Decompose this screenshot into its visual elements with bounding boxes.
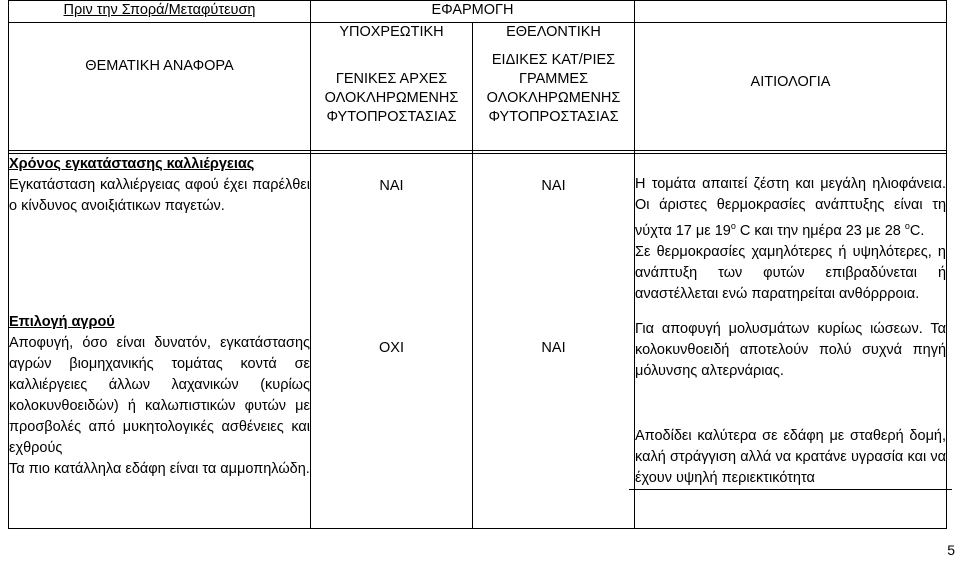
header-application xyxy=(311,1,635,23)
justification-column xyxy=(635,154,947,529)
header-before-text: Πριν την Σπορά/Μεταφύτευση xyxy=(63,2,256,18)
header-justification-text: ΑΙΤΙΟΛΟΓΙΑ xyxy=(750,74,831,90)
voluntary-column xyxy=(473,154,635,529)
row2-mandatory: ΟΧΙ xyxy=(379,340,404,356)
row1-mandatory: ΝΑΙ xyxy=(379,178,404,194)
row2-voluntary: ΝΑΙ xyxy=(541,340,566,356)
row2-justification: Για αποφυγή μολυσμάτων κυρίως ιώσεων. Τα κολοκυνθοειδή αποτελούν πολύ συχνά πηγή μόλυνσης αλτερνάριας. xyxy=(635,320,947,379)
header-thematic-text: ΘΕΜΑΤΙΚΗ ΑΝΑΦΟΡΑ xyxy=(85,57,234,74)
header-special-categories: ΕΙΔΙΚΕΣ ΚΑΤ/ΡΙΕΣ ΓΡΑΜΜΕΣ ΟΛΟΚΛΗΡΩΜΕΝΗΣ ΦΥΤΟΠΡΟΣΤΑΣΙΑΣ xyxy=(486,52,621,125)
header-mandatory-text: ΥΠΟΧΡΕΩΤΙΚΗ xyxy=(339,24,444,40)
header-general-principles: ΓΕΝΙΚΕΣ ΑΡΧΕΣ ΟΛΟΚΛΗΡΩΜΕΝΗΣ ΦΥΤΟΠΡΟΣΤΑΣΙΑΣ xyxy=(324,71,459,125)
row1-text: Εγκατάσταση καλλιέργειας αφού έχει παρέλθει ο κίνδυνος ανοιξιάτικων παγετών. xyxy=(9,177,310,214)
header-blank xyxy=(635,1,947,23)
row1-title: Χρόνος εγκατάστασης καλλιέργειας xyxy=(9,156,255,172)
criteria-column xyxy=(9,154,311,529)
row3-justification: Αποδίδει καλύτερα σε εδάφη με σταθερή δομή, καλή στράγγιση αλλά να κρατάνε υγρασία και να έχουν υψηλή περιεκτικότητα xyxy=(629,426,952,490)
row2-text: Αποφυγή, όσο είναι δυνατόν, εγκατάστασης αγρών βιομηχανικής τομάτας κοντά σε καλλιέργειες άλλων λαχανικών (κυρίως κολοκυνθοειδών) ή καλωπιστικών φυτών με προσβολές από μυκητολογικές ασθένειες και εχθρούς xyxy=(9,335,310,456)
row2-title: Επιλογή αγρού xyxy=(9,314,115,330)
page-number: 5 xyxy=(947,542,955,558)
mandatory-column xyxy=(311,154,473,529)
header-application-text: ΕΦΑΡΜΟΓΗ xyxy=(431,2,514,18)
header-thematic xyxy=(9,23,311,151)
header-voluntary-text: ΕΘΕΛΟΝΤΙΚΗ xyxy=(506,24,601,40)
row3-text: Τα πιο κατάλληλα εδάφη είναι τα αμμοπηλώδη. xyxy=(9,461,310,477)
row1-voluntary: ΝΑΙ xyxy=(541,178,566,194)
header-before-sowing xyxy=(9,1,311,23)
header-justification xyxy=(635,23,947,151)
header-voluntary xyxy=(473,23,635,151)
header-mandatory xyxy=(311,23,473,151)
document-table xyxy=(8,0,947,529)
row1-justification-a: Η τομάτα απαιτεί ζέστη και μεγάλη ηλιοφάνεια. Οι άριστες θερμοκρασίες ανάπτυξης είναι τη νύχτα 17 με $19^o$ C και την ημέρα 23 με 28 $^o$C. xyxy=(635,176,947,239)
row1-justification-b: Σε θερμοκρασίες χαμηλότερες ή υψηλότερες, η ανάπτυξη των φυτών επιβραδύνεται ή αναστέλλεται ενώ παρατηρείται ανθόρρροια. xyxy=(635,243,947,302)
